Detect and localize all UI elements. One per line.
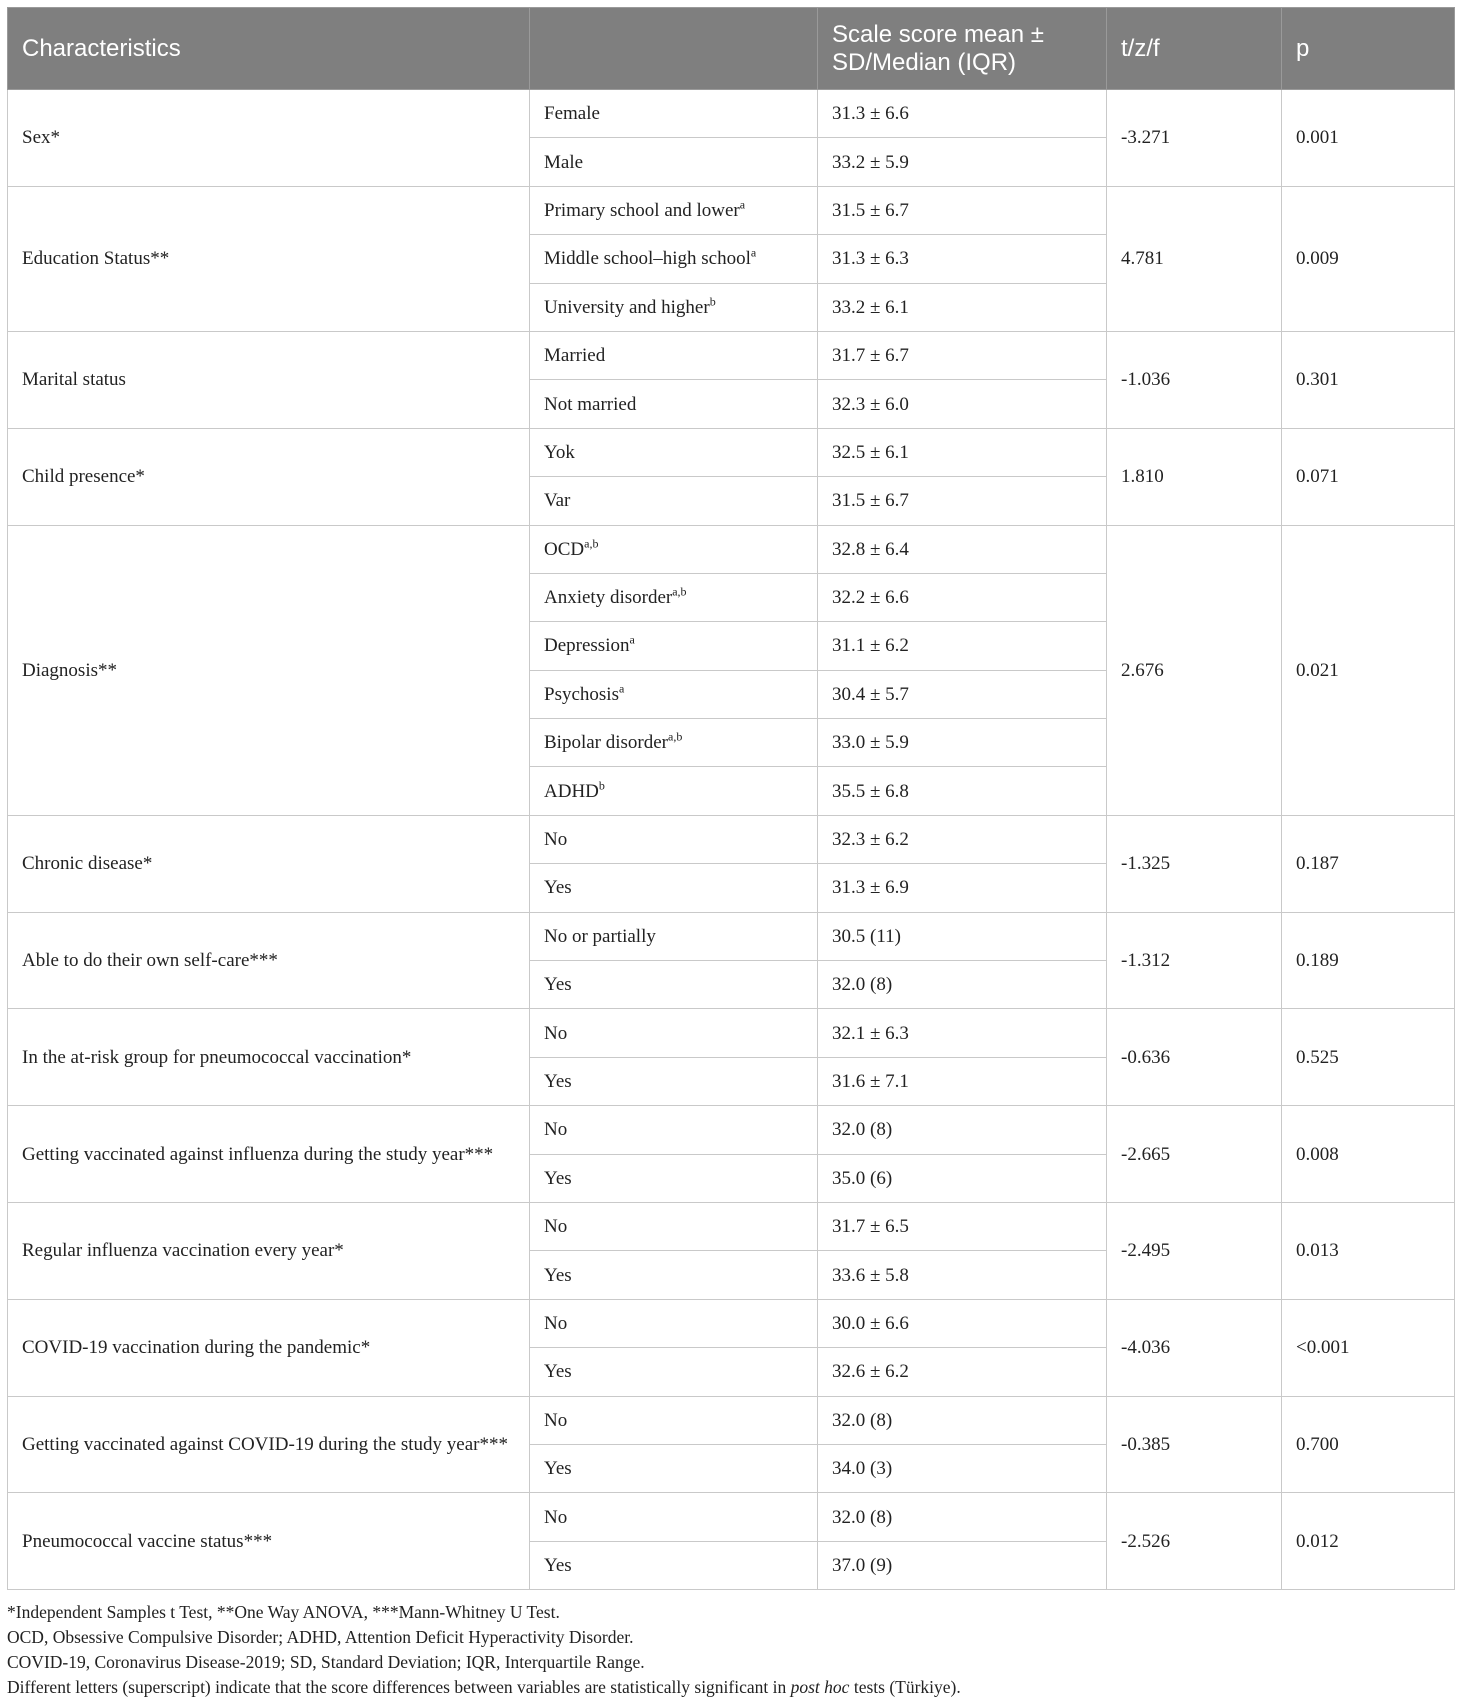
test-statistic-value: -3.271 [1107, 90, 1282, 187]
subgroup-name: Yes [544, 1071, 572, 1092]
subgroup-name: Married [544, 345, 606, 367]
characteristic-label: Getting vaccinated against influenza during the study year*** [8, 1106, 530, 1203]
significance-superscript: a [750, 246, 757, 261]
characteristic-label: COVID-19 vaccination during the pandemic* [8, 1299, 530, 1396]
header-p-value: p [1282, 8, 1455, 90]
subgroup-cell [530, 719, 818, 767]
header-row [8, 8, 1455, 90]
subgroup-cell [530, 283, 818, 331]
scale-score-value: 32.6 ± 6.2 [818, 1348, 1107, 1396]
header-subgroup [530, 8, 818, 90]
test-statistic-value: -1.036 [1107, 331, 1282, 428]
subgroup-cell [530, 815, 818, 863]
scale-score-value: 30.0 ± 6.6 [818, 1299, 1107, 1347]
subgroup-name: ADHD [544, 780, 599, 802]
scale-score-value: 32.3 ± 6.0 [818, 380, 1107, 428]
characteristic-label: In the at-risk group for pneumococcal vaccination* [8, 1009, 530, 1106]
subgroup-name: No [544, 1312, 568, 1334]
scale-score-value: 30.5 (11) [818, 912, 1107, 960]
characteristic-label: Getting vaccinated against COVID-19 during the study year*** [8, 1396, 530, 1493]
subgroup-name: No [544, 1022, 568, 1044]
subgroup-name: Yes [544, 1264, 572, 1286]
test-statistic-value: -1.312 [1107, 912, 1282, 1009]
subgroup-cell [530, 525, 818, 573]
scale-score-value: 31.3 ± 6.3 [818, 235, 1107, 283]
p-value: 0.071 [1282, 428, 1455, 525]
subgroup-name: Not married [544, 393, 637, 415]
subgroup-name: Yes [544, 1361, 572, 1383]
significance-superscript: a [629, 633, 635, 648]
scale-score-value: 32.1 ± 6.3 [818, 1009, 1107, 1057]
footnote-text-end: tests (Türkiye). [849, 1677, 961, 1698]
table-row [8, 815, 1455, 863]
test-statistic-value: 1.810 [1107, 428, 1282, 525]
table-row [8, 1299, 1455, 1347]
significance-superscript: b [709, 294, 716, 309]
scale-score-value: 31.7 ± 6.5 [818, 1202, 1107, 1250]
scale-score-value: 35.0 (6) [818, 1154, 1107, 1202]
scale-score-value: 35.5 ± 6.8 [818, 767, 1107, 815]
test-statistic-value: 4.781 [1107, 186, 1282, 331]
table-row [8, 186, 1455, 234]
p-value: 0.700 [1282, 1396, 1455, 1493]
scale-score-value: 32.0 (8) [818, 1106, 1107, 1154]
scale-score-value: 32.2 ± 6.6 [818, 573, 1107, 621]
p-value: 0.012 [1282, 1493, 1455, 1590]
scale-score-value: 32.3 ± 6.2 [818, 815, 1107, 863]
table-header [8, 8, 1455, 90]
p-value: 0.008 [1282, 1106, 1455, 1203]
test-statistic-value: 2.676 [1107, 525, 1282, 815]
table-row [8, 1106, 1455, 1154]
header-test-statistic: t/z/f [1107, 8, 1282, 90]
subgroup-name: No [544, 1216, 568, 1238]
scale-score-value: 32.0 (8) [818, 961, 1107, 1009]
footnote-text-start: Different letters (superscript) indicate that the score differences between variables are statistically significant in [7, 1677, 791, 1698]
footnote-text-italic: post hoc [790, 1677, 850, 1698]
p-value: 0.009 [1282, 186, 1455, 331]
footnote-abbrev-stats: COVID-19, Coronavirus Disease-2019; SD, Standard Deviation; IQR, Interquartile Range. [7, 1652, 645, 1673]
subgroup-cell [530, 1444, 818, 1492]
subgroup-cell [530, 186, 818, 234]
subgroup-cell [530, 670, 818, 718]
subgroup-cell [530, 380, 818, 428]
test-statistic-value: -1.325 [1107, 815, 1282, 912]
subgroup-name: Yes [544, 1167, 572, 1189]
subgroup-name: No [544, 1506, 568, 1528]
significance-superscript: a,b [668, 729, 683, 744]
characteristic-label: Chronic disease* [8, 815, 530, 912]
scale-score-value: 31.7 ± 6.7 [818, 331, 1107, 379]
scale-score-value: 32.5 ± 6.1 [818, 428, 1107, 476]
scale-score-value: 33.2 ± 5.9 [818, 138, 1107, 186]
scale-score-value: 32.0 (8) [818, 1493, 1107, 1541]
p-value: 0.189 [1282, 912, 1455, 1009]
subgroup-name: Female [544, 103, 600, 125]
p-value: 0.013 [1282, 1202, 1455, 1299]
subgroup-cell [530, 90, 818, 138]
subgroup-cell [530, 622, 818, 670]
scale-score-value: 33.0 ± 5.9 [818, 719, 1107, 767]
scale-score-value: 31.5 ± 6.7 [818, 477, 1107, 525]
characteristic-label: Marital status [8, 331, 530, 428]
significance-superscript: a [739, 197, 746, 212]
subgroup-name: Middle school–high school [544, 248, 751, 270]
test-statistic-value: -2.495 [1107, 1202, 1282, 1299]
subgroup-name: No or partially [544, 925, 656, 947]
scale-score-value: 31.3 ± 6.6 [818, 90, 1107, 138]
subgroup-cell [530, 961, 818, 1009]
subgroup-cell [530, 1493, 818, 1541]
scale-score-value: 31.3 ± 6.9 [818, 864, 1107, 912]
scale-score-value: 31.1 ± 6.2 [818, 622, 1107, 670]
scale-score-value: 34.0 (3) [818, 1444, 1107, 1492]
subgroup-name: Yok [544, 441, 575, 463]
subgroup-name: Bipolar disorder [544, 732, 669, 754]
test-statistic-value: -2.526 [1107, 1493, 1282, 1590]
subgroup-cell [530, 1202, 818, 1250]
test-statistic-value: -0.636 [1107, 1009, 1282, 1106]
subgroup-cell [530, 1299, 818, 1347]
scale-score-value: 32.0 (8) [818, 1396, 1107, 1444]
scale-score-value: 31.6 ± 7.1 [818, 1057, 1107, 1105]
subgroup-name: OCD [544, 538, 585, 560]
test-statistic-value: -4.036 [1107, 1299, 1282, 1396]
p-value: 0.525 [1282, 1009, 1455, 1106]
footnote-abbrev-diagnosis: OCD, Obsessive Compulsive Disorder; ADHD, Attention Deficit Hyperactivity Disorder. [7, 1627, 634, 1648]
scale-score-value: 32.8 ± 6.4 [818, 525, 1107, 573]
subgroup-cell [530, 864, 818, 912]
subgroup-cell [530, 235, 818, 283]
footnote-tests: *Independent Samples t Test, **One Way ANOVA, ***Mann-Whitney U Test. [7, 1602, 560, 1623]
subgroup-name: University and higher [544, 296, 710, 318]
subgroup-cell [530, 1251, 818, 1299]
characteristic-label: Child presence* [8, 428, 530, 525]
subgroup-cell [530, 331, 818, 379]
subgroup-name: Yes [544, 877, 572, 899]
p-value: 0.021 [1282, 525, 1455, 815]
subgroup-cell [530, 1057, 818, 1105]
characteristic-label: Able to do their own self-care*** [8, 912, 530, 1009]
significance-superscript: a,b [672, 584, 687, 599]
subgroup-name: No [544, 829, 568, 851]
subgroup-name: No [544, 1119, 568, 1141]
table-body [8, 90, 1455, 1590]
test-statistic-value: -0.385 [1107, 1396, 1282, 1493]
table-row [8, 331, 1455, 379]
p-value: 0.301 [1282, 331, 1455, 428]
table-row [8, 525, 1455, 573]
table-footnotes [7, 1600, 1454, 1700]
subgroup-cell [530, 912, 818, 960]
table-row [8, 912, 1455, 960]
table-row [8, 1202, 1455, 1250]
subgroup-cell [530, 428, 818, 476]
subgroup-cell [530, 573, 818, 621]
table-row [8, 1009, 1455, 1057]
subgroup-name: Depression [544, 635, 630, 657]
characteristic-label: Sex* [8, 90, 530, 187]
header-characteristics: Characteristics [8, 8, 530, 90]
header-scale-score: Scale score mean ± SD/Median (IQR) [818, 8, 1107, 90]
subgroup-name: Yes [544, 1458, 572, 1480]
characteristic-label: Pneumococcal vaccine status*** [8, 1493, 530, 1590]
subgroup-name: No [544, 1409, 568, 1431]
characteristic-label: Diagnosis** [8, 525, 530, 815]
subgroup-cell [530, 138, 818, 186]
subgroup-cell [530, 1154, 818, 1202]
table-container [7, 7, 1454, 1700]
p-value: 0.001 [1282, 90, 1455, 187]
subgroup-name: Primary school and lower [544, 199, 740, 221]
p-value: 0.187 [1282, 815, 1455, 912]
table-row [8, 1396, 1455, 1444]
results-table [7, 7, 1455, 1590]
table-row [8, 428, 1455, 476]
scale-score-value: 31.5 ± 6.7 [818, 186, 1107, 234]
subgroup-name: Anxiety disorder [544, 587, 673, 609]
subgroup-cell [530, 1348, 818, 1396]
subgroup-name: Yes [544, 1554, 572, 1576]
subgroup-name: Var [544, 490, 571, 512]
characteristic-label: Regular influenza vaccination every year* [8, 1202, 530, 1299]
table-row [8, 1493, 1455, 1541]
test-statistic-value: -2.665 [1107, 1106, 1282, 1203]
subgroup-cell [530, 1541, 818, 1589]
subgroup-cell [530, 1396, 818, 1444]
scale-score-value: 33.2 ± 6.1 [818, 283, 1107, 331]
scale-score-value: 37.0 (9) [818, 1541, 1107, 1589]
subgroup-cell [530, 767, 818, 815]
subgroup-cell [530, 1009, 818, 1057]
p-value: <0.001 [1282, 1299, 1455, 1396]
significance-superscript: a [618, 681, 625, 696]
subgroup-cell [530, 477, 818, 525]
scale-score-value: 33.6 ± 5.8 [818, 1251, 1107, 1299]
significance-superscript: a,b [584, 536, 599, 551]
characteristic-label: Education Status** [8, 186, 530, 331]
footnote-superscript-meaning [7, 1675, 1454, 1700]
subgroup-name: Male [544, 151, 584, 173]
subgroup-name: Yes [544, 974, 572, 996]
scale-score-value: 30.4 ± 5.7 [818, 670, 1107, 718]
table-row [8, 90, 1455, 138]
subgroup-cell [530, 1106, 818, 1154]
significance-superscript: b [598, 778, 605, 793]
subgroup-name: Psychosis [544, 683, 619, 705]
